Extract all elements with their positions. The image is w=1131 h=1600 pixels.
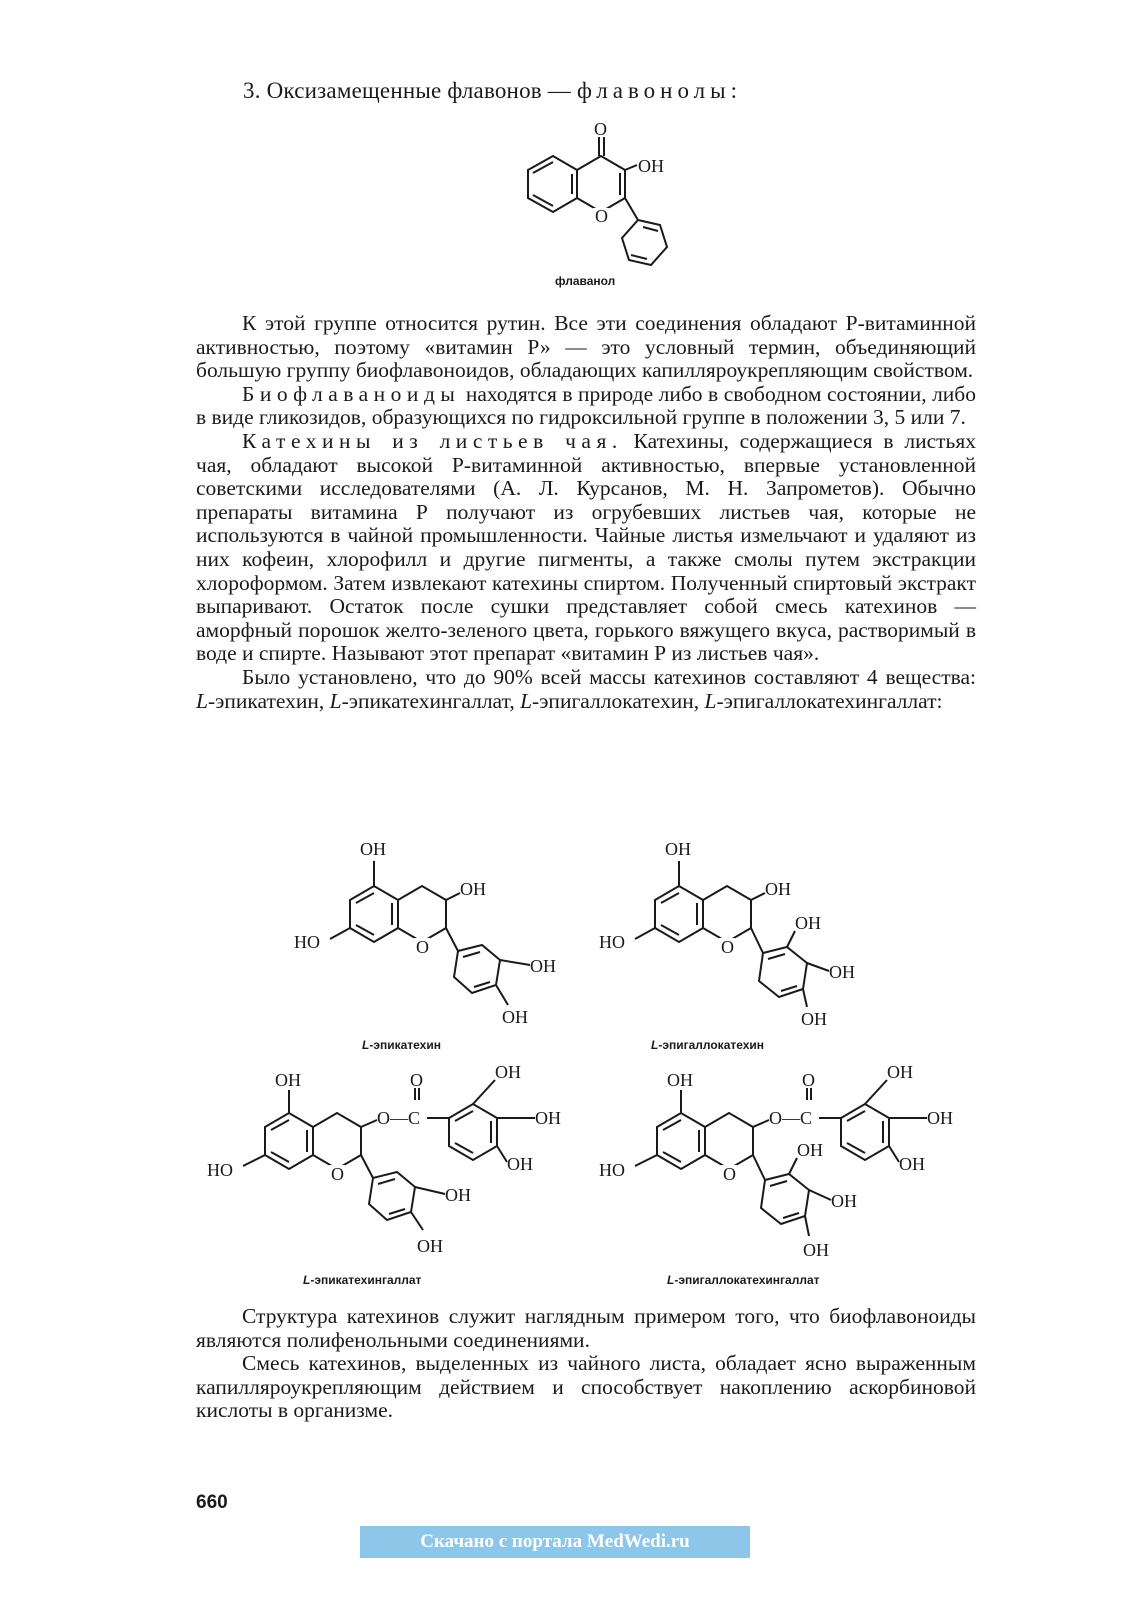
- ecg-gallate-oh3: OH: [507, 1154, 533, 1174]
- paragraph-bioflavonoids-text: находятся в природе либо в свободном состоянии, либо в виде гликозидов, образующихся по гидроксильной группе в положении 3, 5 или 7.: [196, 381, 976, 430]
- egcg-oh-b: OH: [831, 1191, 857, 1211]
- flavanol-structure: [495, 115, 685, 295]
- flavanol-label: флаванол: [555, 274, 616, 288]
- epicatechin-oh4p: OH: [502, 1007, 528, 1027]
- p4-part-e: -эпигаллокатехингаллат:: [716, 688, 943, 713]
- body-text-upper: [196, 312, 976, 713]
- epicatechin-label: L-эпикатехин: [362, 1038, 441, 1052]
- p4-l-4: L: [704, 688, 717, 713]
- epigallocatechin-gallate-structure: [597, 1062, 987, 1290]
- p4-l-3: L: [520, 688, 533, 713]
- p4-part-c: -эпикатехингаллат,: [341, 688, 521, 713]
- egcg-gallate-oh2: OH: [927, 1108, 953, 1128]
- heading-number: 3.: [243, 78, 261, 103]
- epigallocatechin-o-ring: O: [721, 937, 734, 957]
- paragraph-catechins: [196, 430, 976, 666]
- ecg-ester: O—C: [377, 1108, 421, 1128]
- ecg-oh4p: OH: [417, 1236, 443, 1256]
- p4-part-b: -эпикатехин,: [207, 688, 330, 713]
- epigallocatechin-oh-b: OH: [829, 962, 855, 982]
- epicatechin-gallate-structure: [205, 1062, 595, 1290]
- heading-spaced-term: флавонолы:: [576, 78, 742, 103]
- ecg-gallate-oh2: OH: [535, 1108, 561, 1128]
- paragraph-catechins-text: Катехины, содержащиеся в листьях чая, обладают высокой Р-витаминной активностью, впервые установленной советскими исследователями (А. Л. Курсанов, М. Н. Запрометов). Обычно препараты витамина Р получают из огрубевших листьев чая, которые не используются в чайной промышленности. Чайные листья измельчают и удаляют из них кофеин, хлорофилл и другие пигменты, а также смолы путем экстракции хлороформом. Затем извлекают катехины спиртом. Полученный спиртовый экстракт выпаривают. Остаток после сушки представляет собой смесь катехинов — аморфный порошок желто-зеленого цвета, горького вяжущего вкуса, растворимый в воде и спирте. Называют этот препарат «витамин Р из листьев чая».: [196, 428, 976, 666]
- egcg-o-ring: O: [723, 1164, 736, 1184]
- epigallocatechin-oh5: OH: [665, 839, 691, 859]
- epicatechin-ho7: HO: [294, 932, 320, 952]
- epicatechin-oh3: OH: [460, 879, 486, 899]
- flavanol-atom-oh: OH: [638, 156, 664, 176]
- paragraph-polyphenols: Структура катехинов служит наглядным примером того, что биофлавоноиды являются полифенольными соединениями.: [196, 1304, 976, 1352]
- paragraph-tea-leaf: Смесь катехинов, выделенных из чайного листа, обладает ясно выраженным капилляроукрепляющим действием и способствует накоплению аскорбиновой кислоты в организме.: [196, 1351, 976, 1423]
- body-text-lower: [196, 1305, 976, 1423]
- paragraph-rutin: К этой группе относится рутин. Все эти соединения обладают Р-витаминной активностью, поэтому «витамин Р» — это условный термин, объединяющий большую группу биофлавоноидов, обладающих капилляроукрепляющим свойством.: [196, 311, 976, 383]
- p4-l-1: L: [196, 688, 208, 713]
- section-heading: [243, 78, 742, 104]
- epigallocatechin-oh3: OH: [765, 879, 791, 899]
- epigallocatechin-structure: [595, 835, 895, 1055]
- epicatechin-o-ring: O: [416, 937, 429, 957]
- page-number: 660: [196, 1492, 228, 1513]
- flavanol-atom-o-ring: O: [595, 206, 608, 226]
- epigallocatechin-ho7: HO: [599, 932, 625, 952]
- paragraph-bioflavonoids: [196, 383, 976, 430]
- egcg-label: L-эпигаллокатехингаллат: [667, 1273, 820, 1287]
- p4-l-2: L: [329, 688, 342, 713]
- heading-text: Оксизамещенные флавонов —: [266, 78, 571, 103]
- epigallocatechin-oh-c: OH: [801, 1009, 827, 1029]
- egcg-oh5: OH: [667, 1070, 693, 1090]
- egcg-oh-c: OH: [803, 1240, 829, 1260]
- epicatechin-oh5: OH: [360, 839, 386, 859]
- egcg-gallate-oh3: OH: [899, 1154, 925, 1174]
- egcg-ester: O—C: [769, 1108, 813, 1128]
- term-catechins: Катехины из листьев чая.: [242, 428, 623, 453]
- epicatechin-structure: [290, 835, 590, 1055]
- epigallocatechin-label: L-эпигаллокатехин: [651, 1038, 765, 1052]
- ecg-o-carbonyl: O: [410, 1070, 423, 1090]
- egcg-ho7: HO: [599, 1160, 625, 1180]
- term-bioflavonoids: Биофлаваноиды: [242, 381, 461, 406]
- egcg-o-carbonyl: O: [802, 1070, 815, 1090]
- ecg-oh5: OH: [275, 1070, 301, 1090]
- ecg-ho7: HO: [207, 1160, 233, 1180]
- ecg-oh3p: OH: [445, 1185, 471, 1205]
- ecg-gallate-oh1: OH: [495, 1062, 521, 1082]
- ecg-o-ring: O: [331, 1164, 344, 1184]
- download-banner[interactable]: Скачано с портала MedWedi.ru: [360, 1526, 750, 1558]
- flavanol-atom-o-top: O: [594, 119, 607, 139]
- p4-part-d: -эпигаллокатехин,: [532, 688, 705, 713]
- egcg-oh-a: OH: [797, 1140, 823, 1160]
- epigallocatechin-oh-a: OH: [795, 913, 821, 933]
- epicatechin-oh3p: OH: [530, 956, 556, 976]
- paragraph-four-substances: [196, 666, 976, 713]
- ecg-label: L-эпикатехингаллат: [303, 1273, 422, 1287]
- egcg-gallate-oh1: OH: [887, 1062, 913, 1082]
- p4-part-a: Было установлено, что до 90% всей массы катехинов составляют 4 вещества:: [242, 664, 976, 689]
